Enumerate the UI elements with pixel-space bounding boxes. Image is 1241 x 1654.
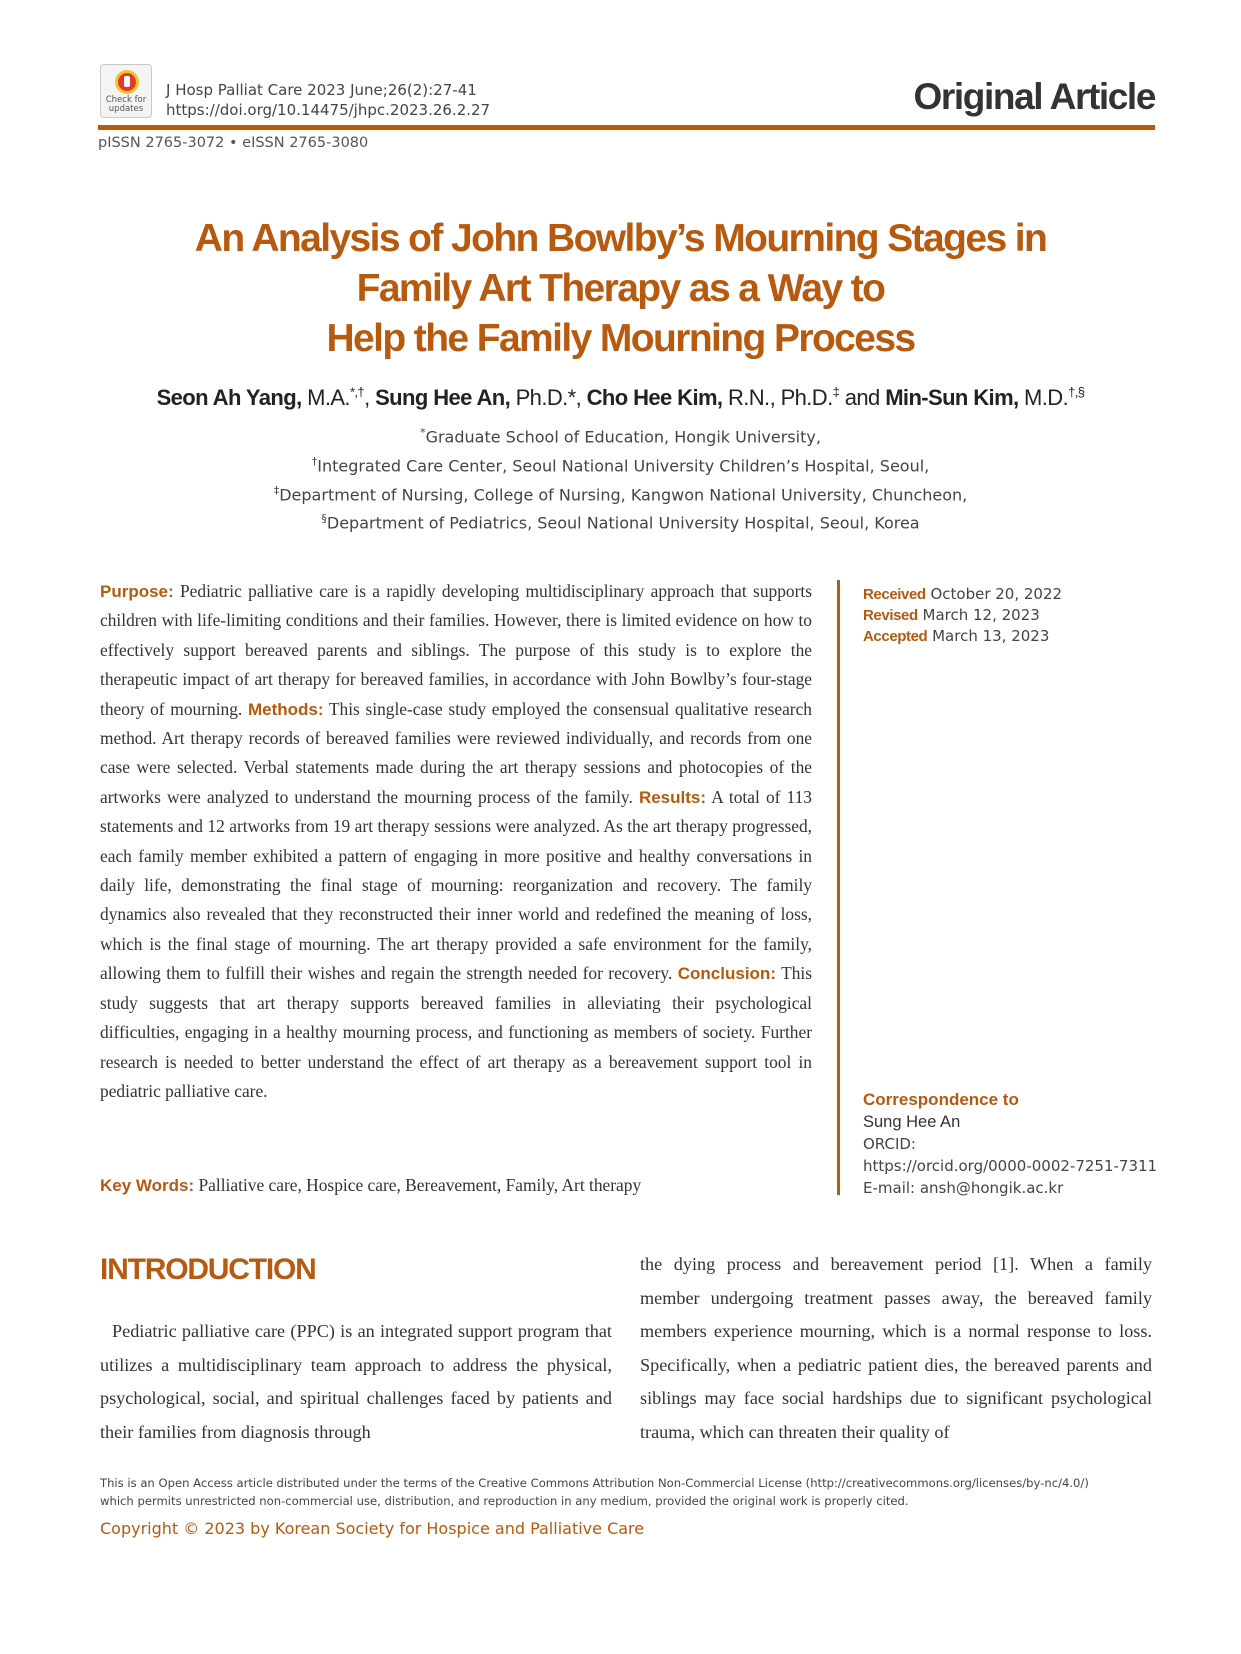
- header-divider: [98, 125, 1155, 130]
- badge-label: Check for updates: [105, 95, 147, 114]
- issn: pISSN 2765-3072 • eISSN 2765-3080: [98, 135, 369, 151]
- license-line: which permits unrestricted non-commercial use, distribution, and reproduction in any medium, provided the original work is properly cited.: [100, 1494, 909, 1508]
- email-link[interactable]: E-mail: ansh@hongik.ac.kr: [863, 1179, 1064, 1197]
- journal-citation: [166, 80, 490, 120]
- sidebar-divider: [837, 580, 840, 1195]
- correspondence: [863, 1089, 1157, 1199]
- author: Min-Sun Kim, M.D.†,§: [885, 385, 1085, 411]
- keywords: [100, 1175, 812, 1196]
- correspondence-heading: Correspondence to: [863, 1090, 1019, 1109]
- conclusion-label: Conclusion:: [677, 964, 776, 984]
- affiliation: ‡Department of Nursing, College of Nursing, Kangwon National University, Chuncheon,: [273, 483, 968, 504]
- correspondence-name: Sung Hee An: [863, 1113, 961, 1131]
- conclusion-text: This study suggests that art therapy supports bereaved families in alleviating their psychological difficulties, engaging in a healthy mourning process, and functioning as members of society. Further research is needed to better understand the effect of art therapy as a bereavement support tool in pediatric palliative care.: [100, 963, 813, 1101]
- affiliation: *Graduate School of Education, Hongik University,: [420, 426, 821, 447]
- abstract: [100, 577, 812, 1106]
- author-list: [60, 385, 1181, 411]
- title-line: An Analysis of John Bowlby’s Mourning Stages in: [194, 217, 1047, 260]
- article-dates: [863, 584, 1062, 647]
- section-heading: INTRODUCTION: [100, 1253, 316, 1286]
- license-notice: [100, 1474, 1155, 1510]
- bookmark-icon: [115, 70, 139, 94]
- author: Cho Hee Kim, R.N., Ph.D.‡ and: [586, 385, 886, 411]
- received-date: Received October 20, 2022: [863, 585, 1063, 603]
- affiliation: †Integrated Care Center, Seoul National University Children’s Hospital, Seoul,: [311, 454, 930, 476]
- article-type: Original Article: [913, 76, 1155, 117]
- methods-label: Methods:: [247, 699, 324, 719]
- orcid-link[interactable]: https://orcid.org/0000-0002-7251-7311: [863, 1157, 1158, 1175]
- affiliations: [80, 421, 1161, 536]
- title-line: Help the Family Mourning Process: [326, 317, 915, 360]
- article-title: [80, 214, 1161, 364]
- purpose-text: Pediatric palliative care is a rapidly developing multidisciplinary approach that supports children with life-limiting conditions and their families. However, there is limited evidence on how to effectively support bereaved parents and siblings. The purpose of this study is to explore the therapeutic impact of art therapy for bereaved families, in accordance with John Bowlby’s four-stage theory of mourning.: [100, 581, 812, 719]
- revised-date: Revised March 12, 2023: [863, 606, 1040, 624]
- author: Sung Hee An, Ph.D.*,: [375, 385, 587, 411]
- doi-link[interactable]: https://doi.org/10.14475/jhpc.2023.26.2.27: [166, 101, 491, 119]
- accepted-date: Accepted March 13, 2023: [863, 627, 1050, 645]
- orcid-label: ORCID:: [863, 1135, 916, 1153]
- purpose-label: Purpose:: [100, 582, 174, 601]
- results-label: Results:: [638, 787, 707, 807]
- license-line: This is an Open Access article distributed under the terms of the Creative Commons Attribution Non-Commercial License (http://creativecommons.org/licenses/by-nc/4.0/): [100, 1476, 1089, 1490]
- journal-issue: J Hosp Palliat Care 2023 June;26(2):27-41: [166, 81, 477, 99]
- keywords-text: Palliative care, Hospice care, Bereavement, Family, Art therapy: [194, 1175, 642, 1195]
- affiliation: §Department of Pediatrics, Seoul National University Hospital, Seoul, Korea: [321, 512, 920, 533]
- title-line: Family Art Therapy as a Way to: [356, 267, 885, 310]
- intro-paragraph-left: Pediatric palliative care (PPC) is an integrated support program that utilizes a multidisciplinary team approach to address the physical, psychological, social, and spiritual challenges faced by patients and their families from diagnosis through: [100, 1321, 612, 1442]
- methods-text: This single-case study employed the consensual qualitative research method. Art therapy records of bereaved families were reviewed individually, and records from one case were selected. Verbal statements made during the art therapy sessions and photocopies of the artworks were analyzed to understand the mourning process of the family.: [100, 698, 812, 807]
- copyright: Copyright © 2023 by Korean Society for Hospice and Palliative Care: [100, 1519, 645, 1538]
- results-text: A total of 113 statements and 12 artworks from 19 art therapy sessions were analyzed. As the art therapy progressed, each family member exhibited a pattern of engaging in more positive and healthy conversations in daily life, demonstrating the final stage of mourning: reorganization and recovery. The family dynamics also revealed that they reconstructed their inner world and redefined the meaning of loss, which is the final stage of mourning. The art therapy provided a safe environment for the family, allowing them to fulfill their wishes and regain the strength needed for recovery.: [100, 786, 812, 984]
- keywords-label: Key Words:: [100, 1176, 195, 1195]
- intro-paragraph-right: the dying process and bereavement period [1]. When a family member undergoing treatment passes away, the bereaved family members experience mourning, which is a normal response to loss. Specifically, when a pediatric patient dies, the bereaved parents and siblings may face social hardships due to significant psychological trauma, which can threaten their quality of: [640, 1254, 1152, 1442]
- check-for-updates-badge[interactable]: [100, 64, 152, 118]
- author: Seon Ah Yang, M.A.*,†,: [156, 385, 376, 411]
